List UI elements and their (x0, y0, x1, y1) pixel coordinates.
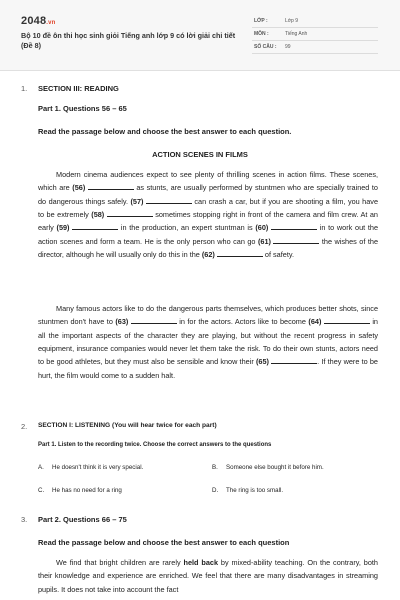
section-title: SECTION III: READING (38, 84, 119, 93)
question-number: (61) (257, 236, 271, 246)
question-number: (57) (130, 196, 144, 206)
passage-paragraph: We find that bright children are rarely held back by mixed-ability teaching. On the contrary, both their knowledge and experience are enriched. We feel that there are many disadvantages in streaming pupils. It does not take into account the fact (38, 558, 378, 594)
option-c[interactable] (38, 487, 122, 494)
option-text: The ring is too small. (226, 487, 284, 494)
section-title: SECTION I: LISTENING (You will hear twice for each part) (38, 422, 217, 429)
question-number: (65) (255, 357, 269, 367)
meta-value: 99 (285, 44, 291, 50)
option-text: Someone else bought it before him. (226, 464, 324, 471)
answer-blank[interactable] (131, 317, 177, 324)
question-number: (60) (255, 223, 269, 233)
option-a[interactable] (38, 464, 143, 471)
passage-paragraph-1: Modern cinema audiences expect to see plenty of thrilling scenes in action films. These scenes, which are (56) as stunts, are usually performed by stuntmen who are specially trained to do dangerous things safely. (57) can crash a car, but if you are shooting a film, you have to be extremely (58) sometimes stopping right in front of the camera and film crew. At an early (59) in the production, an expert stuntman is (60) in to work out the action scenes and form a team. He is the only person who can go (61) the wishes of the director, although he will usually only do this in the (62) of safety. (38, 170, 378, 260)
instruction: Read the passage below and choose the best answer to each question. (38, 127, 292, 136)
option-letter: C. (38, 487, 45, 494)
instruction: Read the passage below and choose the best answer to each question (38, 538, 290, 547)
answer-blank[interactable] (273, 237, 319, 244)
meta-value: Lớp 9 (285, 18, 299, 24)
question-number: (63) (115, 317, 129, 327)
section-number: 2. (21, 422, 28, 431)
highlighted-phrase: held back (183, 558, 219, 567)
meta-label: SỐ CÂU : (254, 44, 277, 50)
passage-title: ACTION SCENES IN FILMS (152, 150, 248, 159)
question-number: (56) (72, 183, 86, 193)
answer-blank[interactable] (271, 357, 317, 364)
option-d[interactable] (212, 487, 283, 494)
reading-passage-2 (38, 556, 378, 596)
meta-grade (252, 15, 378, 28)
document-header (0, 0, 400, 71)
passage-paragraph-2: Many famous actors like to do the dangerous parts themselves, which produces better shots, since stuntmen don't have to (63) in for the actors. Actors like to become (64) in all the important aspects of the character they are playing, but without the recent progress in safety equipment, insurance companies would never let them take the risk. To do their own stunts, actors need to be good athletes, but they must also be sensible and know their (65) . If they were to be hurt, the film would come to a sudden halt. (38, 304, 378, 380)
meta-subject (252, 28, 378, 41)
reading-passage (38, 168, 378, 261)
option-text: He doesn't think it is very special. (52, 464, 144, 471)
logo-main: 2048 (21, 15, 47, 27)
reading-passage-continued (38, 302, 378, 382)
logo-suffix: .vn (46, 20, 56, 26)
answer-blank[interactable] (146, 197, 192, 204)
option-letter: D. (212, 487, 219, 494)
question-number: (59) (56, 223, 70, 233)
document-title: Bộ 10 đề ôn thi học sinh giỏi Tiếng anh lớp 9 có lời giải chi tiết (Đề 8) (21, 31, 236, 50)
section-title: Part 2. Questions 66 – 75 (38, 515, 127, 524)
section-number: 3. (21, 515, 28, 524)
answer-blank[interactable] (72, 223, 118, 230)
question-number: (64) (308, 317, 322, 327)
site-logo[interactable] (21, 15, 56, 27)
part-heading: Part 1. Questions 56 – 65 (38, 104, 127, 113)
option-text: He has no need for a ring (52, 487, 122, 494)
answer-blank[interactable] (271, 223, 317, 230)
meta-value: Tiếng Anh (285, 31, 308, 37)
option-letter: B. (212, 464, 218, 471)
answer-blank[interactable] (107, 210, 153, 217)
question-number: (62) (201, 250, 215, 260)
answer-blank[interactable] (88, 183, 134, 190)
option-b[interactable] (212, 464, 324, 471)
section-number: 1. (21, 84, 28, 93)
option-letter: A. (38, 464, 44, 471)
listening-instruction: Part 1. Listen to the recording twice. Choose the correct answers to the questions (38, 442, 272, 448)
meta-label: MÔN : (254, 31, 269, 37)
meta-label: LỚP : (254, 18, 268, 24)
meta-question-count (252, 41, 378, 54)
answer-blank[interactable] (324, 317, 370, 324)
question-number: (58) (91, 210, 105, 220)
answer-blank[interactable] (217, 250, 263, 257)
